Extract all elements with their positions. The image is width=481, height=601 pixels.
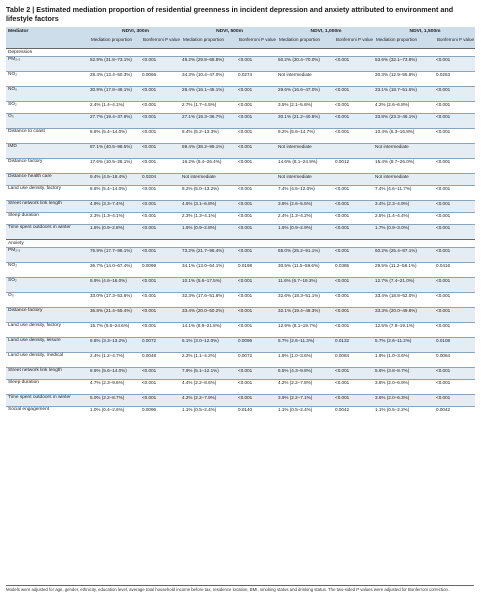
- bonferroni-p-cell: <0.001: [435, 368, 475, 380]
- subheader-empty: [6, 37, 89, 49]
- table-row: [6, 278, 475, 293]
- mediation-proportion-cell: 3.8% (2.6–5.5%): [277, 201, 334, 213]
- mediator-label: Distance to coast: [6, 129, 89, 144]
- bonferroni-p-cell: 0.0204: [141, 174, 181, 186]
- mediation-proportion-cell: Not intermediate: [277, 144, 334, 159]
- mediation-proportion-cell: 16.2% (9.4–26.4%): [181, 159, 237, 174]
- bonferroni-p-cell: <0.001: [435, 57, 475, 72]
- mediation-proportion-cell: 33.4% (20.0–50.2%): [181, 308, 237, 323]
- mediation-proportion-cell: 33.0% (17.3–53.6%): [89, 293, 141, 308]
- mediation-proportion-cell: 15.4% (8.7–26.0%): [374, 159, 435, 174]
- mediation-proportion-cell: 2.4% (1.3–4.2%): [277, 213, 334, 225]
- mediation-proportion-cell: 12.7% (7.4–21.0%): [374, 278, 435, 293]
- bonferroni-p-cell: <0.001: [435, 186, 475, 201]
- mediation-proportion-cell: 28.4% (16.1–45.1%): [181, 87, 237, 102]
- bonferroni-p-cell: <0.001: [141, 380, 181, 395]
- mediator-label: Distance factory: [6, 308, 89, 323]
- subheader-pvalue: Bonferroni P value: [435, 37, 475, 49]
- bonferroni-p-cell: <0.001: [237, 159, 277, 174]
- subheader-row: [6, 37, 475, 49]
- table-caption: Table 2 | Estimated mediation proportion of residential greenness in incident depression and anxiety attributed to environment and lifestyle factors: [6, 5, 454, 23]
- subheader-pvalue: Bonferroni P value: [334, 37, 374, 49]
- section-header-row: [6, 49, 475, 57]
- bonferroni-p-cell: <0.001: [141, 159, 181, 174]
- bonferroni-p-cell: <0.001: [334, 201, 374, 213]
- mediation-proportion-cell: 50.2% (30.4–70.0%): [277, 57, 334, 72]
- mediation-proportion-cell: 10.4% (6.3–16.8%): [374, 129, 435, 144]
- bonferroni-p-cell: <0.001: [334, 380, 374, 395]
- mediation-proportion-cell: 1.6% (0.9–2.8%): [181, 225, 237, 240]
- group-header-1000m: NDVI, 1,000m: [277, 27, 374, 37]
- bonferroni-p-cell: 0.0198: [237, 263, 277, 278]
- bonferroni-p-cell: <0.001: [237, 144, 277, 159]
- mediation-proportion-cell: 12.5% (7.9–19.1%): [374, 323, 435, 338]
- bonferroni-p-cell: <0.001: [334, 248, 374, 263]
- bonferroni-p-cell: <0.001: [237, 57, 277, 72]
- bonferroni-p-cell: <0.001: [237, 114, 277, 129]
- bonferroni-p-cell: <0.001: [334, 186, 374, 201]
- mediation-proportion-cell: 1.1% (0.5–2.4%): [277, 407, 334, 422]
- bonferroni-p-cell: 0.0108: [435, 338, 475, 353]
- bonferroni-p-cell: 0.0084: [334, 353, 374, 368]
- mediation-proportion-cell: 87.1% (40.5–98.5%): [89, 144, 141, 159]
- bonferroni-p-cell: 0.0042: [334, 407, 374, 422]
- bonferroni-p-cell: <0.001: [334, 57, 374, 72]
- mediation-proportion-cell: 30.3% (12.9–55.9%): [374, 72, 435, 87]
- bonferroni-p-cell: [334, 72, 374, 87]
- mediation-proportion-cell: 8.8% (5.4–14.0%): [89, 186, 141, 201]
- mediation-proportion-cell: 3.5% (2.1–5.6%): [277, 102, 334, 114]
- bonferroni-p-cell: <0.001: [334, 308, 374, 323]
- mediation-proportion-cell: 32.1% (19.4–48.3%): [277, 308, 334, 323]
- bonferroni-p-cell: <0.001: [141, 144, 181, 159]
- bonferroni-p-cell: <0.001: [435, 225, 475, 240]
- mediation-proportion-cell: 1.6% (0.9–2.8%): [89, 225, 141, 240]
- bonferroni-p-cell: <0.001: [237, 293, 277, 308]
- mediation-proportion-cell: 4.9% (3.3–7.4%): [89, 201, 141, 213]
- bonferroni-p-cell: <0.001: [435, 87, 475, 102]
- mediation-proportion-cell: 11.6% (6.7–19.3%): [277, 278, 334, 293]
- mediation-proportion-cell: 7.9% (5.1–12.1%): [181, 368, 237, 380]
- mediation-proportion-cell: 34.3% (10.4–47.0%): [181, 72, 237, 87]
- bonferroni-p-cell: <0.001: [141, 102, 181, 114]
- mediation-proportion-cell: Not intermediate: [374, 174, 435, 186]
- mediator-label: Land use density, leisure: [6, 338, 89, 353]
- table-row: [6, 186, 475, 201]
- mediation-proportion-cell: 1.9% (1.0–3.6%): [374, 353, 435, 368]
- bonferroni-p-cell: 0.0385: [334, 263, 374, 278]
- mediation-proportion-cell: 5.7% (2.6–11.2%): [374, 338, 435, 353]
- group-header-1500m: NDVI, 1,500m: [374, 27, 475, 37]
- bonferroni-p-cell: [334, 144, 374, 159]
- mediation-proportion-cell: Not intermediate: [277, 72, 334, 87]
- mediation-proportion-cell: 1.6% (0.9–2.9%): [277, 225, 334, 240]
- mediation-proportion-cell: 2.2% (1.1–4.2%): [181, 353, 237, 368]
- mediation-proportion-cell: 1.1% (0.5–2.2%): [374, 407, 435, 422]
- table-row: [6, 213, 475, 225]
- table-row: [6, 323, 475, 338]
- bonferroni-p-cell: <0.001: [334, 368, 374, 380]
- bonferroni-p-cell: <0.001: [237, 278, 277, 293]
- bonferroni-p-cell: 0.0132: [334, 338, 374, 353]
- bonferroni-p-cell: <0.001: [334, 278, 374, 293]
- mediation-proportion-cell: 4.2% (2.2–7.9%): [181, 395, 237, 407]
- bonferroni-p-cell: <0.001: [435, 308, 475, 323]
- bonferroni-p-cell: <0.001: [141, 293, 181, 308]
- table-row: [6, 129, 475, 144]
- bonferroni-p-cell: 0.0066: [141, 72, 181, 87]
- mediation-proportion-cell: 60.2% (25.4–87.1%): [374, 248, 435, 263]
- table-row: [6, 174, 475, 186]
- bonferroni-p-cell: <0.001: [141, 57, 181, 72]
- mediation-proportion-cell: 4.4% (2.2–8.6%): [181, 380, 237, 395]
- mediation-proportion-cell: 4.2% (2.2–7.8%): [277, 380, 334, 395]
- mediation-proportion-cell: 6.5% (4.3–9.8%): [277, 368, 334, 380]
- bonferroni-p-cell: <0.001: [237, 368, 277, 380]
- mediation-proportion-cell: 3.8% (2.0–6.9%): [374, 380, 435, 395]
- mediator-label: Distance health care: [6, 174, 89, 186]
- table-row: [6, 87, 475, 102]
- mediation-proportion-cell: 3.9% (2.2–7.1%): [277, 395, 334, 407]
- bonferroni-p-cell: <0.001: [141, 225, 181, 240]
- bonferroni-p-cell: [435, 174, 475, 186]
- bonferroni-p-cell: <0.001: [141, 323, 181, 338]
- mediation-proportion-cell: 6.1% (3.0–12.0%): [181, 338, 237, 353]
- bonferroni-p-cell: <0.001: [237, 129, 277, 144]
- mediation-proportion-cell: 36.7% (14.0–67.4%): [89, 263, 141, 278]
- mediation-proportion-cell: 8.4% (5.2–13.3%): [181, 129, 237, 144]
- mediator-label: NO₂: [6, 72, 89, 87]
- mediator-label: PM₂.₅: [6, 248, 89, 263]
- table-row: [6, 395, 475, 407]
- mediation-proportion-cell: 4.6% (3.1–6.8%): [181, 201, 237, 213]
- mediation-proportion-cell: 49.2% (29.8–68.8%): [181, 57, 237, 72]
- bonferroni-p-cell: 0.0274: [237, 72, 277, 87]
- mediator-label: Street network link length: [6, 368, 89, 380]
- bonferroni-p-cell: <0.001: [334, 225, 374, 240]
- mediation-proportion-cell: 7.4% (4.6–11.7%): [374, 186, 435, 201]
- bonferroni-p-cell: <0.001: [141, 129, 181, 144]
- mediation-proportion-cell: 5.6% (3.8–8.7%): [374, 368, 435, 380]
- section-title: Anxiety: [6, 240, 475, 248]
- bonferroni-p-cell: <0.001: [141, 114, 181, 129]
- mediator-label: Distance factory: [6, 159, 89, 174]
- bonferroni-p-cell: [334, 174, 374, 186]
- mediation-proportion-cell: 1.1% (0.5–2.4%): [181, 407, 237, 422]
- bonferroni-p-cell: <0.001: [435, 102, 475, 114]
- mediation-proportion-cell: 4.7% (2.3–9.6%): [89, 380, 141, 395]
- mediation-proportion-cell: 3.6% (2.0–6.3%): [374, 395, 435, 407]
- mediator-label: Time spent outdoors in winter: [6, 225, 89, 240]
- bonferroni-p-cell: <0.001: [435, 395, 475, 407]
- mediation-proportion-cell: 5.7% (2.6–11.3%): [277, 338, 334, 353]
- section-header-row: [6, 240, 475, 248]
- mediation-proportion-cell: 65.0% (25.2–91.1%): [277, 248, 334, 263]
- group-header-300m: NDVI, 300m: [89, 27, 181, 37]
- mediation-proportion-cell: 34.1% (13.0–64.1%): [181, 263, 237, 278]
- mediator-label: O₃: [6, 293, 89, 308]
- table-row: [6, 225, 475, 240]
- mediation-proportion-cell: 8.9% (4.6–16.0%): [89, 278, 141, 293]
- mediation-proportion-cell: Not intermediate: [374, 144, 435, 159]
- mediation-proportion-cell: 1.9% (1.0–3.6%): [277, 353, 334, 368]
- bonferroni-p-cell: <0.001: [334, 395, 374, 407]
- bonferroni-p-cell: <0.001: [334, 323, 374, 338]
- bonferroni-p-cell: <0.001: [237, 186, 277, 201]
- mediation-proportion-cell: 7.4% (4.5–12.0%): [277, 186, 334, 201]
- subheader-proportion: Mediation proportion: [374, 37, 435, 49]
- table-row: [6, 114, 475, 129]
- mediator-label: O₃: [6, 114, 89, 129]
- subheader-proportion: Mediation proportion: [89, 37, 141, 49]
- table-row: [6, 338, 475, 353]
- bonferroni-p-cell: <0.001: [141, 186, 181, 201]
- mediation-proportion-cell: 76.9% (17.7–98.1%): [89, 248, 141, 263]
- bonferroni-p-cell: <0.001: [237, 395, 277, 407]
- bonferroni-p-cell: <0.001: [435, 129, 475, 144]
- mediator-label: IMD: [6, 144, 89, 159]
- mediation-proportion-cell: 27.7% (19.4–37.9%): [89, 114, 141, 129]
- bonferroni-p-cell: <0.001: [141, 368, 181, 380]
- mediator-label: NOₓ: [6, 87, 89, 102]
- mediation-proportion-cell: 33.4% (18.8–52.0%): [374, 293, 435, 308]
- bonferroni-p-cell: <0.001: [435, 323, 475, 338]
- mediator-label: Street network link length: [6, 201, 89, 213]
- mediator-label: Time spent outdoors in winter: [6, 395, 89, 407]
- bonferroni-p-cell: 0.0416: [435, 263, 475, 278]
- mediation-proportion-cell: Not intermediate: [277, 174, 334, 186]
- bonferroni-p-cell: <0.001: [435, 248, 475, 263]
- bonferroni-p-cell: <0.001: [141, 87, 181, 102]
- bonferroni-p-cell: <0.001: [334, 102, 374, 114]
- bonferroni-p-cell: 0.0012: [334, 159, 374, 174]
- mediator-label: SO₂: [6, 102, 89, 114]
- table-row: [6, 308, 475, 323]
- table-row: [6, 144, 475, 159]
- mediation-proportion-cell: 33.1% (18.7–51.5%): [374, 87, 435, 102]
- mediation-proportion-cell: 27.1% (19.3–36.7%): [181, 114, 237, 129]
- bonferroni-p-cell: [237, 174, 277, 186]
- bonferroni-p-cell: 0.0096: [141, 407, 181, 422]
- bonferroni-p-cell: <0.001: [237, 201, 277, 213]
- mediation-proportion-cell: 1.0% (0.4–2.6%): [89, 407, 141, 422]
- bonferroni-p-cell: <0.001: [334, 87, 374, 102]
- mediation-proportion-cell: 29.5% (11.2–58.1%): [374, 263, 435, 278]
- mediation-proportion-cell: 1.7% (0.9–3.0%): [374, 225, 435, 240]
- table-row: [6, 368, 475, 380]
- mediation-proportion-cell: 89.4% (38.2–99.1%): [181, 144, 237, 159]
- table-row: [6, 102, 475, 114]
- bonferroni-p-cell: <0.001: [141, 213, 181, 225]
- bonferroni-p-cell: <0.001: [435, 380, 475, 395]
- mediation-proportion-cell: 9.4% (4.5–18.4%): [89, 174, 141, 186]
- mediation-proportion-cell: 14.1% (8.9–21.8%): [181, 323, 237, 338]
- mediation-proportion-cell: 9.2% (5.6–14.7%): [277, 129, 334, 144]
- subheader-proportion: Mediation proportion: [181, 37, 237, 49]
- bonferroni-p-cell: <0.001: [141, 278, 181, 293]
- bonferroni-p-cell: <0.001: [237, 380, 277, 395]
- mediation-proportion-cell: 14.6% (8.1–24.9%): [277, 159, 334, 174]
- mediation-proportion-cell: 3.4% (2.3–4.9%): [374, 201, 435, 213]
- bonferroni-p-cell: <0.001: [141, 395, 181, 407]
- mediator-header: Mediator: [6, 27, 89, 37]
- mediator-label: PM₂.₅: [6, 57, 89, 72]
- header-row: [6, 27, 475, 37]
- bonferroni-p-cell: 0.0042: [435, 407, 475, 422]
- bonferroni-p-cell: 0.0048: [141, 353, 181, 368]
- table-row: [6, 407, 475, 422]
- mediation-proportion-cell: 8.9% (5.6–14.0%): [89, 368, 141, 380]
- bonferroni-p-cell: <0.001: [141, 248, 181, 263]
- bonferroni-p-cell: <0.001: [141, 201, 181, 213]
- mediation-proportion-cell: 30.9% (17.8–48.1%): [89, 87, 141, 102]
- bonferroni-p-cell: <0.001: [237, 248, 277, 263]
- group-header-500m: NDVI, 500m: [181, 27, 277, 37]
- mediator-label: Land use density, factory: [6, 323, 89, 338]
- bonferroni-p-cell: <0.001: [435, 213, 475, 225]
- mediation-proportion-cell: 2.5% (1.4–4.4%): [374, 213, 435, 225]
- bonferroni-p-cell: 0.0072: [141, 338, 181, 353]
- bonferroni-p-cell: 0.0072: [237, 353, 277, 368]
- mediation-proportion-cell: 28.4% (13.4–50.3%): [89, 72, 141, 87]
- mediation-proportion-cell: 2.4% (1.2–4.7%): [89, 353, 141, 368]
- mediation-proportion-cell: 5.0% (2.2–8.7%): [89, 395, 141, 407]
- mediator-label: Sleep duration: [6, 380, 89, 395]
- mediator-label: SO₂: [6, 278, 89, 293]
- table-body: [6, 49, 475, 422]
- mediator-label: Land use density, medical: [6, 353, 89, 368]
- mediation-proportion-cell: 33.3% (20.0–49.8%): [374, 308, 435, 323]
- subheader-pvalue: Bonferroni P value: [237, 37, 277, 49]
- mediation-proportion-cell: 32.6% (18.3–51.1%): [277, 293, 334, 308]
- bonferroni-p-cell: <0.001: [334, 114, 374, 129]
- mediation-proportion-cell: 73.2% (21.7–96.4%): [181, 248, 237, 263]
- subheader-pvalue: Bonferroni P value: [141, 37, 181, 49]
- bonferroni-p-cell: 0.0253: [435, 72, 475, 87]
- mediation-proportion-cell: 2.4% (1.4–4.1%): [89, 102, 141, 114]
- mediator-label: Social engagement: [6, 407, 89, 422]
- bonferroni-p-cell: 0.0084: [435, 353, 475, 368]
- mediation-proportion-cell: 32.3% (17.6–51.6%): [181, 293, 237, 308]
- bonferroni-p-cell: <0.001: [237, 102, 277, 114]
- mediation-proportion-cell: 8.8% (5.4–14.0%): [89, 129, 141, 144]
- table-row: [6, 263, 475, 278]
- table-row: [6, 201, 475, 213]
- mediation-proportion-cell: 15.7% (9.6–24.6%): [89, 323, 141, 338]
- mediation-proportion-cell: 2.7% (1.7–4.5%): [181, 102, 237, 114]
- bonferroni-p-cell: <0.001: [435, 114, 475, 129]
- mediation-proportion-cell: 36.8% (21.4–55.4%): [89, 308, 141, 323]
- table-row: [6, 72, 475, 87]
- mediation-proportion-cell: 6.8% (3.3–13.2%): [89, 338, 141, 353]
- bonferroni-p-cell: <0.001: [435, 278, 475, 293]
- bonferroni-p-cell: <0.001: [237, 308, 277, 323]
- table-footnote: Models were adjusted for age, gender, ethnicity, education level, average total household income before tax, residence location, BMI, smoking status and drinking status. The two-sided P values were adjusted for Bonferroni correction.: [6, 585, 474, 593]
- bonferroni-p-cell: <0.001: [334, 129, 374, 144]
- bonferroni-p-cell: 0.0140: [237, 407, 277, 422]
- mediation-proportion-cell: 30.1% (21.2–40.8%): [277, 114, 334, 129]
- table-row: [6, 353, 475, 368]
- table-row: [6, 57, 475, 72]
- bonferroni-p-cell: <0.001: [237, 323, 277, 338]
- mediator-label: Sleep duration: [6, 213, 89, 225]
- mediation-proportion-cell: 30.5% (11.5–59.6%): [277, 263, 334, 278]
- mediation-proportion-cell: 2.3% (1.3–4.1%): [181, 213, 237, 225]
- bonferroni-p-cell: <0.001: [334, 213, 374, 225]
- mediation-proportion-cell: 10.1% (5.6–17.5%): [181, 278, 237, 293]
- mediation-table: [6, 27, 475, 421]
- bonferroni-p-cell: <0.001: [435, 201, 475, 213]
- bonferroni-p-cell: [435, 144, 475, 159]
- subheader-proportion: Mediation proportion: [277, 37, 334, 49]
- bonferroni-p-cell: <0.001: [237, 225, 277, 240]
- mediation-proportion-cell: 52.9% (31.8–73.1%): [89, 57, 141, 72]
- bonferroni-p-cell: <0.001: [141, 308, 181, 323]
- bonferroni-p-cell: <0.001: [435, 293, 475, 308]
- mediator-label: Land use density, factory: [6, 186, 89, 201]
- table-row: [6, 159, 475, 174]
- mediation-proportion-cell: 29.6% (16.6–47.0%): [277, 87, 334, 102]
- table-row: [6, 293, 475, 308]
- mediation-proportion-cell: 4.2% (2.6–6.8%): [374, 102, 435, 114]
- mediation-proportion-cell: 12.9% (8.1–19.7%): [277, 323, 334, 338]
- bonferroni-p-cell: 0.0099: [141, 263, 181, 278]
- mediation-proportion-cell: 33.8% (23.3–46.1%): [374, 114, 435, 129]
- mediation-proportion-cell: 53.6% (32.1–73.8%): [374, 57, 435, 72]
- mediation-proportion-cell: 2.3% (1.3–4.1%): [89, 213, 141, 225]
- mediation-proportion-cell: Not intermediate: [181, 174, 237, 186]
- mediation-proportion-cell: 8.2% (5.0–13.2%): [181, 186, 237, 201]
- bonferroni-p-cell: 0.0096: [237, 338, 277, 353]
- table-row: [6, 380, 475, 395]
- table-row: [6, 248, 475, 263]
- mediator-label: NO₂: [6, 263, 89, 278]
- bonferroni-p-cell: <0.001: [334, 293, 374, 308]
- section-title: Depression: [6, 49, 475, 57]
- bonferroni-p-cell: <0.001: [435, 159, 475, 174]
- mediation-proportion-cell: 17.6% (10.5–28.1%): [89, 159, 141, 174]
- bonferroni-p-cell: <0.001: [237, 87, 277, 102]
- bonferroni-p-cell: <0.001: [237, 213, 277, 225]
